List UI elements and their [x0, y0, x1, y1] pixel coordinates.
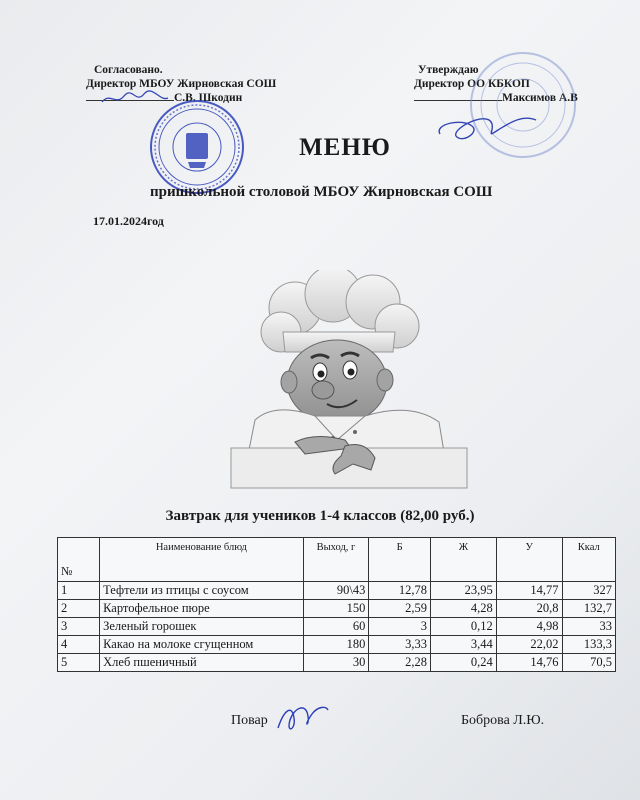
cell-kcal: 33: [562, 618, 615, 636]
table-row: [58, 600, 616, 618]
cell-yield: 150: [303, 600, 369, 618]
cell-no: 2: [58, 600, 100, 618]
cell-protein: 3,33: [369, 636, 431, 654]
table-row: [58, 654, 616, 672]
header-yield: Выход, г: [303, 538, 369, 582]
cell-protein: 12,78: [369, 582, 431, 600]
approval-right-line2: Директор ОО КБКОП: [414, 78, 530, 90]
cell-fat: 4,28: [431, 600, 497, 618]
cell-yield: 30: [303, 654, 369, 672]
cell-carbs: 20,8: [496, 600, 562, 618]
table-header-row: [58, 538, 616, 582]
cell-fat: 23,95: [431, 582, 497, 600]
cell-carbs: 14,77: [496, 582, 562, 600]
cell-yield: 60: [303, 618, 369, 636]
cell-kcal: 133,3: [562, 636, 615, 654]
cell-carbs: 4,98: [496, 618, 562, 636]
cell-no: 5: [58, 654, 100, 672]
cook-signature: [272, 698, 332, 738]
cell-fat: 3,44: [431, 636, 497, 654]
header-protein: Б: [369, 538, 431, 582]
chef-illustration: [225, 270, 475, 490]
table-row: [58, 582, 616, 600]
header-kcal: Ккал: [562, 538, 615, 582]
cell-kcal: 70,5: [562, 654, 615, 672]
header-fat: Ж: [431, 538, 497, 582]
cell-no: 3: [58, 618, 100, 636]
page-title: МЕНЮ: [299, 134, 391, 161]
cell-kcal: 132,7: [562, 600, 615, 618]
director-signature-left: [100, 88, 170, 108]
header-name: Наименование блюд: [100, 538, 303, 582]
page-subtitle: пришкольной столовой МБОУ Жирновская СОШ: [150, 184, 493, 200]
cell-name: Хлеб пшеничный: [100, 654, 303, 672]
cell-protein: 2,28: [369, 654, 431, 672]
header-no: №: [58, 538, 100, 582]
meal-title: Завтрак для учеников 1-4 классов (82,00 руб.): [165, 508, 475, 524]
cell-yield: 180: [303, 636, 369, 654]
approval-right-line1: Утверждаю: [418, 64, 479, 76]
cell-carbs: 22,02: [496, 636, 562, 654]
cell-fat: 0,24: [431, 654, 497, 672]
cell-protein: 2,59: [369, 600, 431, 618]
cell-protein: 3: [369, 618, 431, 636]
table-row: [58, 636, 616, 654]
approval-left-line2: Директор МБОУ Жирновская СОШ: [86, 78, 277, 90]
cell-fat: 0,12: [431, 618, 497, 636]
menu-table: [57, 537, 616, 672]
cook-name: Боброва Л.Ю.: [461, 713, 545, 728]
approval-right-signer: Максимов А.В: [502, 92, 578, 104]
cell-kcal: 327: [562, 582, 615, 600]
cell-name: Тефтели из птицы с соусом: [100, 582, 303, 600]
table-row: [58, 618, 616, 636]
cell-carbs: 14,76: [496, 654, 562, 672]
cell-name: Какао на молоке сгущенном: [100, 636, 303, 654]
cell-no: 1: [58, 582, 100, 600]
header-carbs: У: [496, 538, 562, 582]
cell-name: Картофельное пюре: [100, 600, 303, 618]
cell-no: 4: [58, 636, 100, 654]
approval-left-signer: С.В. Шкодин: [174, 92, 243, 104]
approval-left-line1: Согласовано.: [94, 64, 163, 76]
menu-date: 17.01.2024год: [93, 214, 164, 228]
cell-name: Зеленый горошек: [100, 618, 303, 636]
cell-yield: 90\43: [303, 582, 369, 600]
cook-label: Повар: [231, 713, 268, 728]
